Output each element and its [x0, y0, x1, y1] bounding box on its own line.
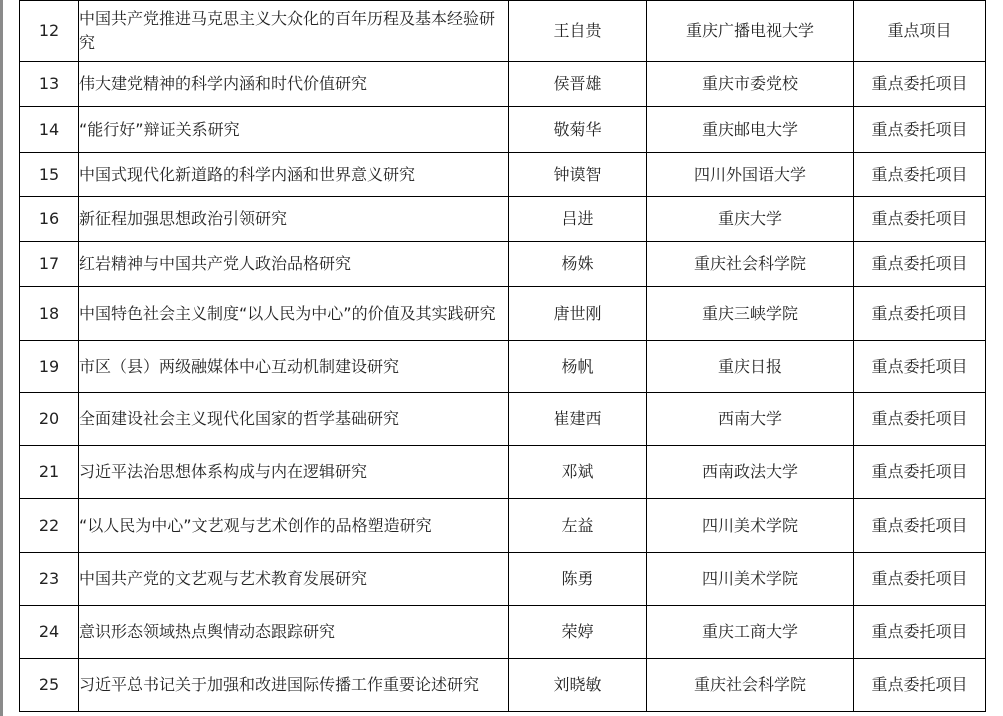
project-unit: 四川美术学院: [647, 553, 854, 606]
project-leader: 侯晋雄: [509, 62, 647, 107]
project-unit: 重庆日报: [647, 341, 854, 393]
table-row: [20, 153, 986, 197]
project-category: 重点委托项目: [854, 659, 986, 712]
project-leader: 王自贵: [509, 1, 647, 62]
project-title: “能行好”辩证关系研究: [79, 107, 509, 153]
project-leader: 陈勇: [509, 553, 647, 606]
table-row: [20, 499, 986, 553]
project-title: 全面建设社会主义现代化国家的哲学基础研究: [79, 393, 509, 446]
project-category: 重点委托项目: [854, 197, 986, 242]
project-category: 重点项目: [854, 1, 986, 62]
project-title: 市区（县）两级融媒体中心互动机制建设研究: [79, 341, 509, 393]
project-title: 中国特色社会主义制度“以人民为中心”的价值及其实践研究: [79, 287, 509, 341]
project-unit: 重庆三峡学院: [647, 287, 854, 341]
project-table: [19, 0, 986, 712]
project-title: 伟大建党精神的科学内涵和时代价值研究: [79, 62, 509, 107]
project-unit: 重庆社会科学院: [647, 242, 854, 287]
project-category: 重点委托项目: [854, 393, 986, 446]
project-category: 重点委托项目: [854, 606, 986, 659]
project-unit: 重庆市委党校: [647, 62, 854, 107]
project-title: 中国共产党的文艺观与艺术教育发展研究: [79, 553, 509, 606]
row-number: 23: [20, 553, 79, 606]
table-row: [20, 393, 986, 446]
row-number: 21: [20, 446, 79, 499]
project-leader: 左益: [509, 499, 647, 553]
project-category: 重点委托项目: [854, 242, 986, 287]
table-row: [20, 242, 986, 287]
row-number: 16: [20, 197, 79, 242]
project-title: 中国式现代化新道路的科学内涵和世界意义研究: [79, 153, 509, 197]
project-unit: 重庆工商大学: [647, 606, 854, 659]
project-category: 重点委托项目: [854, 62, 986, 107]
row-number: 15: [20, 153, 79, 197]
table-row: [20, 606, 986, 659]
page-edge: [0, 0, 3, 716]
project-category: 重点委托项目: [854, 553, 986, 606]
row-number: 19: [20, 341, 79, 393]
table-row: [20, 1, 986, 62]
row-number: 20: [20, 393, 79, 446]
project-leader: 钟谟智: [509, 153, 647, 197]
table-row: [20, 197, 986, 242]
project-leader: 刘晓敏: [509, 659, 647, 712]
project-title: 习近平总书记关于加强和改进国际传播工作重要论述研究: [79, 659, 509, 712]
row-number: 25: [20, 659, 79, 712]
table-row: [20, 659, 986, 712]
project-unit: 重庆邮电大学: [647, 107, 854, 153]
project-title: “以人民为中心”文艺观与艺术创作的品格塑造研究: [79, 499, 509, 553]
project-unit: 四川美术学院: [647, 499, 854, 553]
project-leader: 邓斌: [509, 446, 647, 499]
project-unit: 四川外国语大学: [647, 153, 854, 197]
table-row: [20, 553, 986, 606]
table-row: [20, 287, 986, 341]
project-title: 新征程加强思想政治引领研究: [79, 197, 509, 242]
project-leader: 崔建西: [509, 393, 647, 446]
row-number: 17: [20, 242, 79, 287]
project-category: 重点委托项目: [854, 499, 986, 553]
project-leader: 杨帆: [509, 341, 647, 393]
row-number: 24: [20, 606, 79, 659]
project-category: 重点委托项目: [854, 153, 986, 197]
table-row: [20, 446, 986, 499]
project-title: 中国共产党推进马克思主义大众化的百年历程及基本经验研究: [79, 1, 509, 62]
row-number: 12: [20, 1, 79, 62]
row-number: 13: [20, 62, 79, 107]
project-unit: 重庆社会科学院: [647, 659, 854, 712]
project-leader: 敬菊华: [509, 107, 647, 153]
project-unit: 西南政法大学: [647, 446, 854, 499]
project-leader: 吕进: [509, 197, 647, 242]
project-category: 重点委托项目: [854, 446, 986, 499]
project-leader: 杨姝: [509, 242, 647, 287]
project-category: 重点委托项目: [854, 341, 986, 393]
table-row: [20, 341, 986, 393]
project-category: 重点委托项目: [854, 287, 986, 341]
table-row: [20, 62, 986, 107]
project-title: 红岩精神与中国共产党人政治品格研究: [79, 242, 509, 287]
project-title: 意识形态领域热点舆情动态跟踪研究: [79, 606, 509, 659]
project-unit: 重庆大学: [647, 197, 854, 242]
row-number: 18: [20, 287, 79, 341]
project-unit: 重庆广播电视大学: [647, 1, 854, 62]
project-unit: 西南大学: [647, 393, 854, 446]
row-number: 14: [20, 107, 79, 153]
project-title: 习近平法治思想体系构成与内在逻辑研究: [79, 446, 509, 499]
project-leader: 荣婷: [509, 606, 647, 659]
project-leader: 唐世刚: [509, 287, 647, 341]
table-row: [20, 107, 986, 153]
project-category: 重点委托项目: [854, 107, 986, 153]
row-number: 22: [20, 499, 79, 553]
